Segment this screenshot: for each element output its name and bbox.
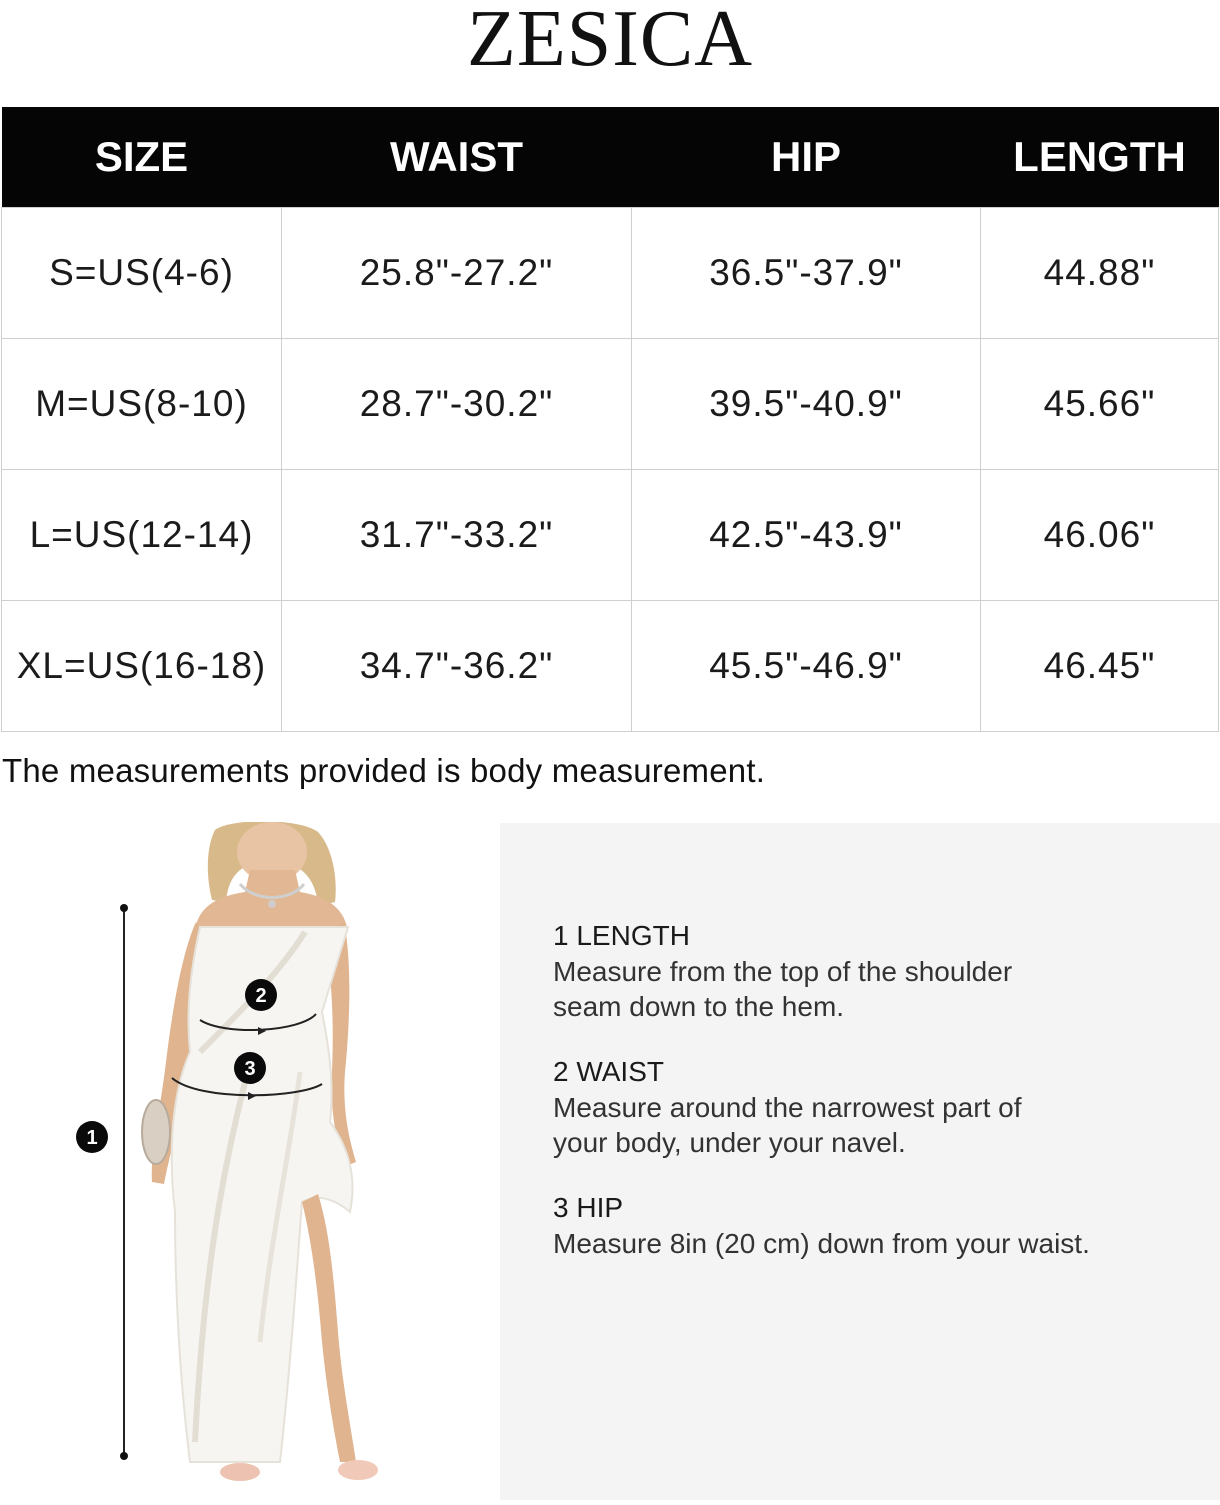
marker-hip-label: 3 (244, 1058, 256, 1080)
waist-cell: 34.7"-36.2" (282, 601, 632, 732)
measurement-note: The measurements provided is body measurement. (2, 752, 766, 789)
guide-length-title: 1 LENGTH (553, 920, 690, 951)
guide-length (553, 918, 1193, 1024)
length-cell: 46.45" (981, 601, 1219, 732)
model-shoe (220, 1463, 260, 1481)
length-measure-bottom-dot (120, 1452, 128, 1460)
waist-cell: 31.7"-33.2" (282, 470, 632, 601)
header-size: SIZE (2, 107, 282, 208)
marker-hip (234, 1052, 266, 1084)
guide-waist-line: Measure around the narrowest part of (553, 1092, 1022, 1123)
size-cell: S=US(4-6) (2, 208, 282, 339)
hip-cell: 36.5"-37.9" (632, 208, 981, 339)
header-hip: HIP (632, 107, 981, 208)
guide-hip-title: 3 HIP (553, 1192, 624, 1223)
length-cell: 46.06" (981, 470, 1219, 601)
table-row (2, 601, 1219, 732)
table-row (2, 208, 1219, 339)
guide-length-line: seam down to the hem. (553, 991, 845, 1022)
table-header-row (2, 107, 1219, 208)
measure-guide-panel (500, 823, 1220, 1500)
guide-hip-line: Measure 8in (20 cm) down from your waist. (553, 1228, 1090, 1259)
guide-waist-title: 2 WAIST (553, 1056, 664, 1087)
table-row (2, 339, 1219, 470)
header-length: LENGTH (981, 107, 1219, 208)
hip-cell: 45.5"-46.9" (632, 601, 981, 732)
guide-waist-line: your body, under your navel. (553, 1127, 906, 1158)
waist-cell: 25.8"-27.2" (282, 208, 632, 339)
guide-hip (553, 1190, 1193, 1261)
necklace-pendant (268, 900, 276, 908)
size-cell: M=US(8-10) (2, 339, 282, 470)
clutch-bag (142, 1100, 170, 1164)
model-figure (0, 822, 498, 1500)
header-waist: WAIST (282, 107, 632, 208)
table-row (2, 470, 1219, 601)
marker-waist (245, 979, 277, 1011)
model-leg (302, 1194, 356, 1462)
marker-length-label: 1 (86, 1127, 98, 1149)
model-illustration (0, 822, 498, 1500)
marker-waist-label: 2 (255, 985, 267, 1007)
guide-waist (553, 1054, 1193, 1160)
size-cell: L=US(12-14) (2, 470, 282, 601)
hip-cell: 42.5"-43.9" (632, 470, 981, 601)
length-cell: 45.66" (981, 339, 1219, 470)
model-shoe (338, 1460, 378, 1480)
hip-cell: 39.5"-40.9" (632, 339, 981, 470)
brand-logo: ZESICA (467, 0, 753, 83)
size-cell: XL=US(16-18) (2, 601, 282, 732)
guide-length-line: Measure from the top of the shoulder (553, 956, 1013, 987)
waist-cell: 28.7"-30.2" (282, 339, 632, 470)
marker-length (76, 1121, 108, 1153)
length-measure-top-dot (120, 904, 128, 912)
size-chart-table (1, 107, 1219, 732)
length-cell: 44.88" (981, 208, 1219, 339)
